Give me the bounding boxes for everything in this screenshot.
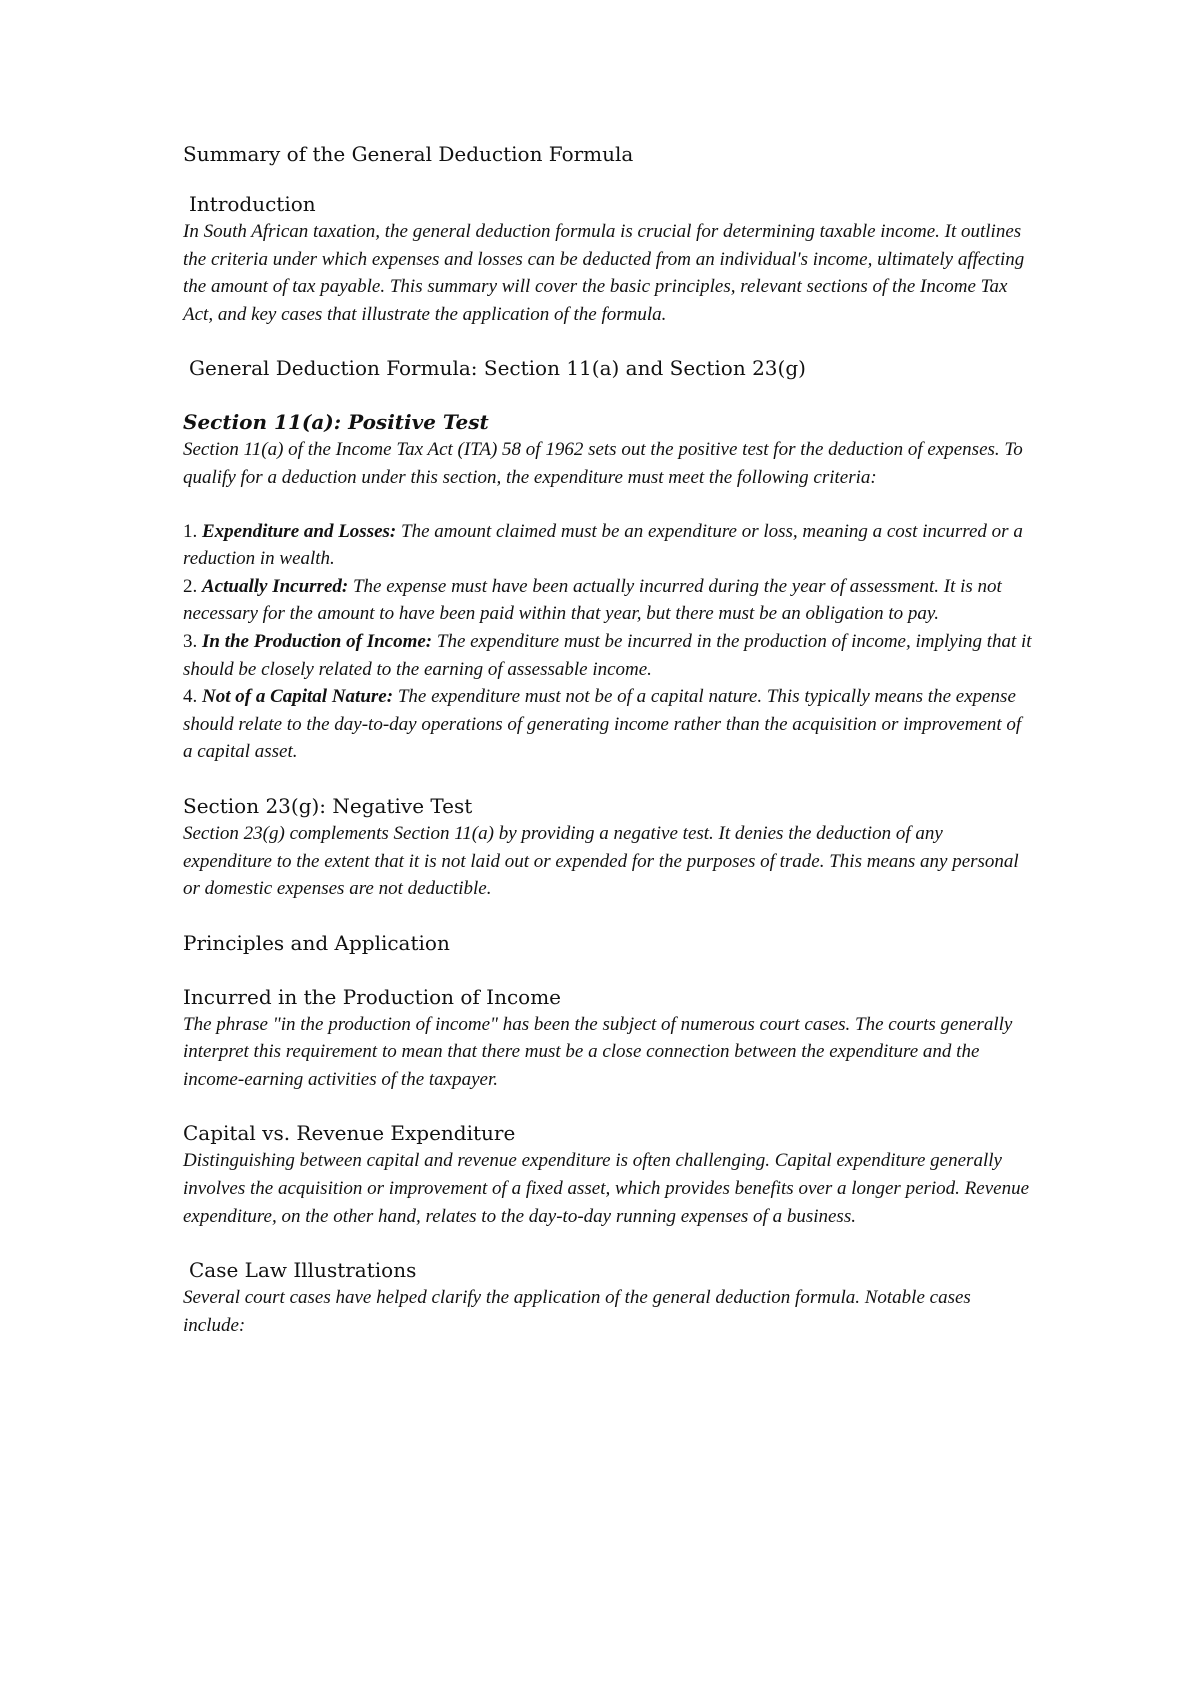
case-law-heading: Case Law Illustrations: [189, 1258, 417, 1283]
criteria-number: 4.: [183, 686, 198, 708]
criteria-term: Expenditure and Losses:: [202, 520, 397, 542]
introduction-section: [183, 190, 1033, 328]
formula-heading: General Deduction Formula: Section 11(a) and Section 23(g): [189, 356, 806, 381]
production-of-income-heading: Incurred in the Production of Income: [183, 984, 562, 1009]
criteria-term: Actually Incurred:: [202, 575, 349, 597]
criteria-term: Not of a Capital Nature:: [202, 686, 394, 708]
principles-heading-block: [183, 929, 1033, 957]
criteria-term: In the Production of Income:: [202, 630, 433, 652]
document-page: [183, 140, 1033, 1365]
criteria-item: [183, 518, 1033, 573]
document-title: Summary of the General Deduction Formula: [183, 142, 634, 166]
criteria-item: [183, 573, 1033, 628]
criteria-number: 3.: [183, 630, 198, 652]
introduction-text: In South African taxation, the general deduction formula is crucial for determining taxable income. It outlines the criteria under which expenses and losses can be deducted from an individual's income, ultimately affecting the amount of tax payable. This summary will cover the basic principles, relevant sections of the Income Tax Act, and key cases that illustrate the application of the formula.: [183, 221, 1025, 325]
formula-heading-block: [183, 354, 1033, 382]
section-23g-text: Section 23(g) complements Section 11(a) by providing a negative test. It denies the deduction of any expenditure to the extent that it is not laid out or expended for the purposes of trade. This means any personal or domestic expenses are not deductible.: [183, 822, 1019, 900]
criteria-item: [183, 628, 1033, 683]
section-11a-heading: Section 11(a): Positive Test: [183, 410, 489, 435]
criteria-text: The amount claimed must be an expenditure or loss, meaning a cost incurred or a reduction in wealth.: [183, 520, 1023, 570]
section-23g-heading: Section 23(g): Negative Test: [183, 793, 473, 818]
production-of-income-section: [183, 983, 1033, 1094]
introduction-heading: Introduction: [189, 192, 316, 216]
criteria-text: The expense must have been actually incurred during the year of assessment. It is not necessary for the amount to have been paid within that year, but there must be an obligation to pay.: [183, 575, 1002, 625]
criteria-text: The expenditure must be incurred in the production of income, implying that it should be closely related to the earning of assessable income.: [183, 630, 1032, 680]
criteria-number: 2.: [183, 575, 198, 597]
case-law-section: [183, 1256, 1033, 1339]
principles-heading: Principles and Application: [183, 930, 450, 955]
capital-vs-revenue-section: [183, 1119, 1033, 1230]
criteria-number: 1.: [183, 520, 198, 542]
capital-vs-revenue-heading: Capital vs. Revenue Expenditure: [183, 1121, 516, 1146]
case-law-text: Several court cases have helped clarify the application of the general deduction formula. Notable cases include:: [183, 1287, 971, 1336]
criteria-item: [183, 683, 1033, 766]
section-11a: [183, 408, 1033, 766]
section-11a-text: Section 11(a) of the Income Tax Act (ITA) 58 of 1962 sets out the positive test for the deduction of expenses. To qualify for a deduction under this section, the expenditure must meet the following criteria:: [183, 439, 1023, 488]
capital-vs-revenue-text: Distinguishing between capital and revenue expenditure is often challenging. Capital expenditure generally involves the acquisition or improvement of a fixed asset, which provides benefits over a longer period. Revenue expenditure, on the other hand, relates to the day-to-day running expenses of a business.: [183, 1150, 1030, 1227]
criteria-text: The expenditure must not be of a capital nature. This typically means the expense should relate to the day-to-day operations of generating income rather than the acquisition or improvement of a capital asset.: [183, 686, 1022, 763]
production-of-income-text: The phrase "in the production of income" has been the subject of numerous court cases. The courts generally interpret this requirement to mean that there must be a close connection between the expenditure and the income-earning activities of the taxpayer.: [183, 1013, 1013, 1090]
section-23g: [183, 792, 1033, 903]
spacer: [183, 492, 1033, 518]
